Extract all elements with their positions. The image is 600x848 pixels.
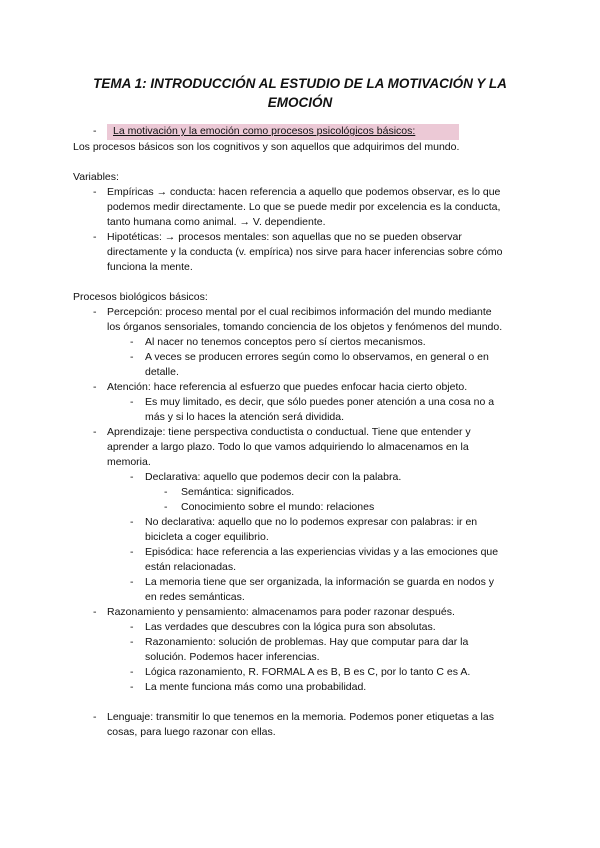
text-line: Razonamiento y pensamiento: almacenamos para poder razonar después. (107, 606, 455, 618)
bullet-dash: - (93, 426, 97, 438)
text-line: más y si lo haces la atención será dividida. (145, 411, 345, 423)
list-item-aprendizaje (0, 425, 600, 470)
text-line: Aprendizaje: tiene perspectiva conductista o conductual. Tiene que entender y (107, 426, 471, 438)
text-line: No declarativa: aquello que no lo podemos expresar con palabras: ir en (145, 516, 478, 528)
text-line: bicicleta a coger equilibrio. (145, 531, 269, 543)
bullet-dash: - (130, 471, 134, 483)
page-title: TEMA 1: INTRODUCCIÓN AL ESTUDIO DE LA MOTIVACIÓN Y LA EMOCIÓN (93, 76, 507, 110)
sub-item-percepcion-2 (0, 350, 600, 380)
text-line: Razonamiento: solución de problemas. Hay que computar para dar la (145, 636, 469, 648)
text-line: Empíricas → conducta: hacen referencia a aquello que podemos observar, es lo que (107, 186, 501, 198)
text-line: detalle. (145, 366, 179, 378)
text-line: solución. Podemos hacer inferencias. (145, 651, 320, 663)
text-line: los órganos sensoriales, tomando conciencia de los objetos y fenómenos del mundo. (107, 321, 503, 333)
procesos-label: Procesos biológicos básicos: (73, 291, 208, 303)
text-line: podemos medir directamente. Lo que se puede medir por excelencia es la conducta, (107, 201, 501, 213)
sub-item-logica (0, 665, 600, 680)
list-item-hipoteticas (0, 230, 600, 275)
variables-label: Variables: (73, 171, 119, 183)
bullet-dash: - (93, 186, 97, 198)
text-line: Lenguaje: transmitir lo que tenemos en la memoria. Podemos poner etiquetas a las (107, 711, 494, 723)
list-item-lenguaje (0, 710, 600, 740)
bullet-dash: - (93, 125, 97, 137)
bullet-dash: - (130, 336, 134, 348)
sub-item-no-declarativa (0, 515, 600, 545)
text-line: La mente funciona más como una probabilidad. (145, 681, 367, 693)
text-line: en redes semánticas. (145, 591, 245, 603)
document-body (0, 124, 600, 740)
text-line: tanto humana como animal. → V. dependiente. (107, 216, 326, 228)
bullet-dash: - (93, 381, 97, 393)
bullet-dash: - (130, 681, 134, 693)
text-line: directamente y la conducta (v. empírica) nos sirve para hacer inferencias sobre cómo (107, 246, 503, 258)
bullet-dash: - (164, 486, 168, 498)
text-line: cosas, para luego razonar con ellas. (107, 726, 276, 738)
sub-item-atencion (0, 395, 600, 425)
text-line: Al nacer no tenemos conceptos pero sí ciertos mecanismos. (145, 336, 426, 348)
text-line: Hipotéticas: → procesos mentales: son aquellas que no se pueden observar (107, 231, 462, 243)
sub-item-mente (0, 680, 600, 695)
list-item-percepcion (0, 305, 600, 335)
text-line: están relacionadas. (145, 561, 237, 573)
bullet-dash: - (164, 501, 168, 513)
bullet-dash: - (93, 606, 97, 618)
text-line: A veces se producen errores según como lo observamos, en general o en (145, 351, 489, 363)
bullet-dash: - (93, 306, 97, 318)
bullet-dash: - (130, 621, 134, 633)
bullet-dash: - (130, 546, 134, 558)
bullet-dash: - (130, 636, 134, 648)
sub-item-memoria (0, 575, 600, 605)
text-line: Semántica: significados. (181, 486, 295, 498)
bullet-dash: - (130, 351, 134, 363)
list-item-atencion (0, 380, 600, 395)
section-heading (0, 124, 600, 140)
text-line: Es muy limitado, es decir, que sólo puedes poner atención a una cosa no a (145, 396, 495, 408)
bullet-dash: - (93, 231, 97, 243)
bullet-dash: - (130, 576, 134, 588)
text-line: memoria. (107, 456, 151, 468)
sub-item-verdades (0, 620, 600, 635)
heading-text: La motivación y la emoción como procesos psicológicos básicos: (113, 125, 416, 137)
sub-sub-item-semantica (0, 485, 600, 500)
text-line: funciona la mente. (107, 261, 193, 273)
text-line: Atención: hace referencia al esfuerzo que puedes enfocar hacia cierto objeto. (107, 381, 468, 393)
sub-item-episodica (0, 545, 600, 575)
text-line: aprender a largo plazo. Todo lo que vamos adquiriendo lo almacenamos en la (107, 441, 469, 453)
text-line: Las verdades que descubres con la lógica pura son absolutas. (145, 621, 436, 633)
text-line: Lógica razonamiento, R. FORMAL A es B, B es C, por lo tanto C es A. (145, 666, 471, 678)
text-line: Percepción: proceso mental por el cual recibimos información del mundo mediante (107, 306, 492, 318)
list-item-razonamiento (0, 605, 600, 620)
text-line: Conocimiento sobre el mundo: relaciones (181, 501, 375, 513)
text-line: Episódica: hace referencia a las experiencias vividas y a las emociones que (145, 546, 499, 558)
sub-item-percepcion-1 (0, 335, 600, 350)
intro-paragraph: Los procesos básicos son los cognitivos y son aquellos que adquirimos del mundo. (73, 141, 460, 153)
sub-sub-item-conocimiento (0, 500, 600, 515)
sub-item-razonamiento (0, 635, 600, 665)
text-line: La memoria tiene que ser organizada, la información se guarda en nodos y (145, 576, 495, 588)
sub-item-declarativa (0, 470, 600, 485)
text-line: Declarativa: aquello que podemos decir con la palabra. (145, 471, 402, 483)
list-item-empiricas (0, 185, 600, 230)
bullet-dash: - (130, 396, 134, 408)
bullet-dash: - (130, 666, 134, 678)
bullet-dash: - (93, 711, 97, 723)
bullet-dash: - (130, 516, 134, 528)
